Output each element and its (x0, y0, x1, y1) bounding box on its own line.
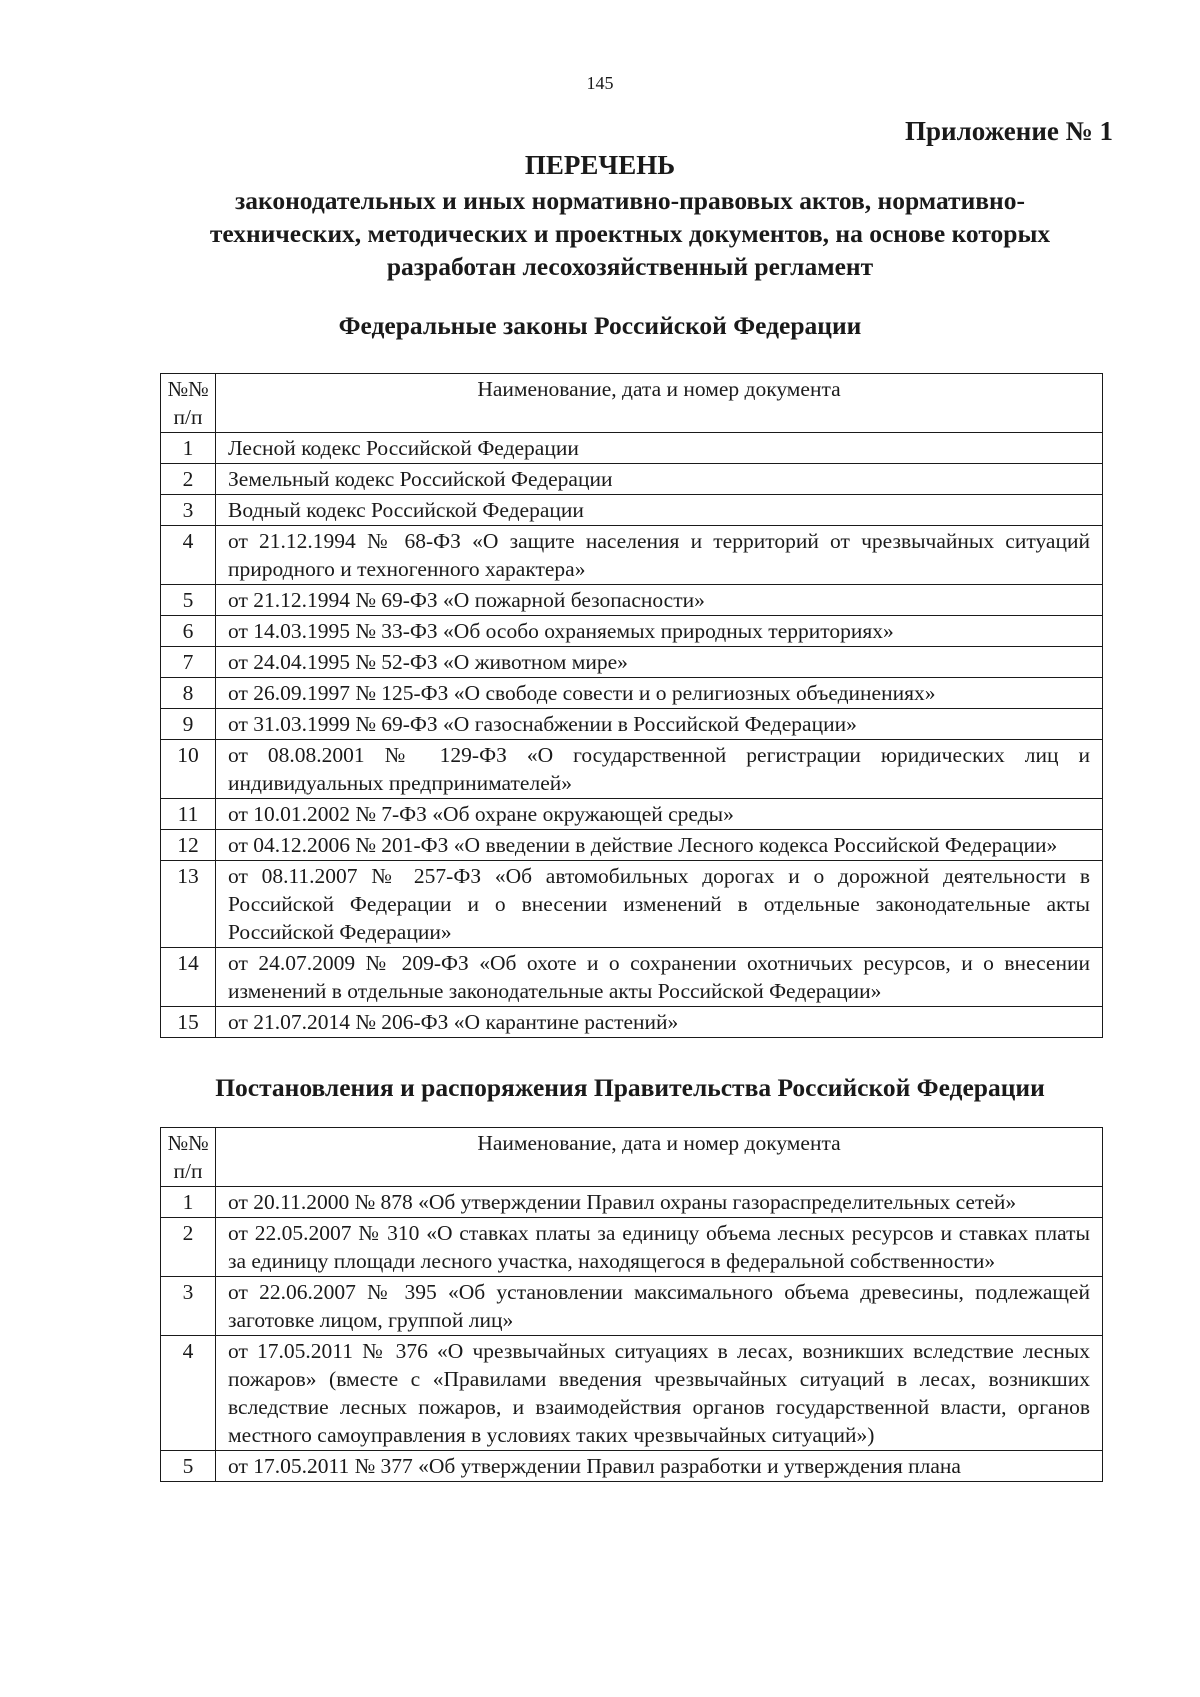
column-header-name: Наименование, дата и номер документа (216, 1128, 1103, 1187)
federal-laws-table-body (161, 433, 1103, 1038)
table-row (161, 678, 1103, 709)
table-row (161, 830, 1103, 861)
row-number: 1 (161, 433, 216, 464)
row-number: 11 (161, 799, 216, 830)
row-number: 3 (161, 1277, 216, 1336)
row-number: 9 (161, 709, 216, 740)
row-number: 6 (161, 616, 216, 647)
document-name: от 26.09.1997 № 125-ФЗ «О свободе совести и о религиозных объединениях» (216, 678, 1103, 709)
document-name: от 22.05.2007 № 310 «О ставках платы за единицу объема лесных ресурсов и ставках платы за единицу площади лесного участка, находящегося в федеральной собственности» (216, 1218, 1103, 1277)
table-row (161, 1336, 1103, 1451)
row-number: 7 (161, 647, 216, 678)
table-row (161, 799, 1103, 830)
document-name: Земельный кодекс Российской Федерации (216, 464, 1103, 495)
document-name: от 21.12.1994 № 68-ФЗ «О защите населения и территорий от чрезвычайных ситуаций природного и техногенного характера» (216, 526, 1103, 585)
document-name: от 17.05.2011 № 377 «Об утверждении Правил разработки и утверждения плана (216, 1451, 1103, 1482)
section-heading-federal-laws: Федеральные законы Российской Федерации (338, 311, 862, 340)
document-name: от 04.12.2006 № 201-ФЗ «О введении в действие Лесного кодекса Российской Федерации» (216, 830, 1103, 861)
table-row (161, 861, 1103, 948)
government-decrees-table (160, 1127, 1103, 1482)
government-decrees-table-body (161, 1187, 1103, 1482)
document-subtitle: законодательных и иных нормативно-правовых актов, нормативно-технических, методических и проектных документов, на основе которых разработан лесохозяйственный регламент (209, 186, 1051, 281)
table-row (161, 464, 1103, 495)
row-number: 3 (161, 495, 216, 526)
row-number: 10 (161, 740, 216, 799)
table-row (161, 1451, 1103, 1482)
column-header-number: №№ п/п (161, 1128, 216, 1187)
row-number: 5 (161, 585, 216, 616)
table-row (161, 616, 1103, 647)
table-row (161, 1187, 1103, 1218)
document-name: от 31.03.1999 № 69-ФЗ «О газоснабжении в Российской Федерации» (216, 709, 1103, 740)
document-name: от 08.11.2007 № 257-ФЗ «Об автомобильных дорогах и о дорожной деятельности в Российской Федерации и о внесении изменений в отдельные законодательные акты Российской Федерации» (216, 861, 1103, 948)
row-number: 13 (161, 861, 216, 948)
document-name: от 14.03.1995 № 33-ФЗ «Об особо охраняемых природных территориях» (216, 616, 1103, 647)
row-number: 12 (161, 830, 216, 861)
table-row (161, 1218, 1103, 1277)
table-header-row (161, 374, 1103, 433)
row-number: 14 (161, 948, 216, 1007)
document-name: от 24.04.1995 № 52-ФЗ «О животном мире» (216, 647, 1103, 678)
row-number: 2 (161, 464, 216, 495)
row-number: 2 (161, 1218, 216, 1277)
document-name: от 21.07.2014 № 206-ФЗ «О карантине растений» (216, 1007, 1103, 1038)
document-name: от 08.08.2001 № 129-ФЗ «О государственной регистрации юридических лиц и индивидуальных предпринимателей» (216, 740, 1103, 799)
document-name: Водный кодекс Российской Федерации (216, 495, 1103, 526)
document-name: Лесной кодекс Российской Федерации (216, 433, 1103, 464)
table-row (161, 585, 1103, 616)
table-row (161, 526, 1103, 585)
row-number: 15 (161, 1007, 216, 1038)
document-name: от 17.05.2011 № 376 «О чрезвычайных ситуациях в лесах, возникших вследствие лесных пожаров» (вместе с «Правилами введения чрезвычайных ситуаций в лесах, возникших вследствие лесных пожаров, и взаимодействия органов государственной власти, органов местного самоуправления в условиях таких чрезвычайных ситуаций») (216, 1336, 1103, 1451)
row-number: 1 (161, 1187, 216, 1218)
row-number: 5 (161, 1451, 216, 1482)
table-row (161, 1277, 1103, 1336)
table-row (161, 433, 1103, 464)
row-number: 4 (161, 1336, 216, 1451)
table-row (161, 948, 1103, 1007)
column-header-name: Наименование, дата и номер документа (216, 374, 1103, 433)
appendix-label: Приложение № 1 (905, 116, 1113, 146)
document-name: от 22.06.2007 № 395 «Об установлении максимального объема древесины, подлежащей заготовке лицом, группой лиц» (216, 1277, 1103, 1336)
document-name: от 20.11.2000 № 878 «Об утверждении Правил охраны газораспределительных сетей» (216, 1187, 1103, 1218)
document-name: от 10.01.2002 № 7-ФЗ «Об охране окружающей среды» (216, 799, 1103, 830)
table-row (161, 740, 1103, 799)
section-heading-government-decrees: Постановления и распоряжения Правительства Российской Федерации (215, 1073, 1045, 1102)
table-row (161, 495, 1103, 526)
row-number: 8 (161, 678, 216, 709)
document-name: от 21.12.1994 № 69-ФЗ «О пожарной безопасности» (216, 585, 1103, 616)
column-header-number: №№ п/п (161, 374, 216, 433)
document-name: от 24.07.2009 № 209-ФЗ «Об охоте и о сохранении охотничьих ресурсов, и о внесении изменений в отдельные законодательные акты Российской Федерации» (216, 948, 1103, 1007)
document-title: ПЕРЕЧЕНЬ (524, 150, 676, 180)
federal-laws-table (160, 373, 1103, 1038)
row-number: 4 (161, 526, 216, 585)
table-row (161, 1007, 1103, 1038)
table-header-row (161, 1128, 1103, 1187)
table-row (161, 647, 1103, 678)
table-row (161, 709, 1103, 740)
page-number: 145 (586, 73, 614, 93)
